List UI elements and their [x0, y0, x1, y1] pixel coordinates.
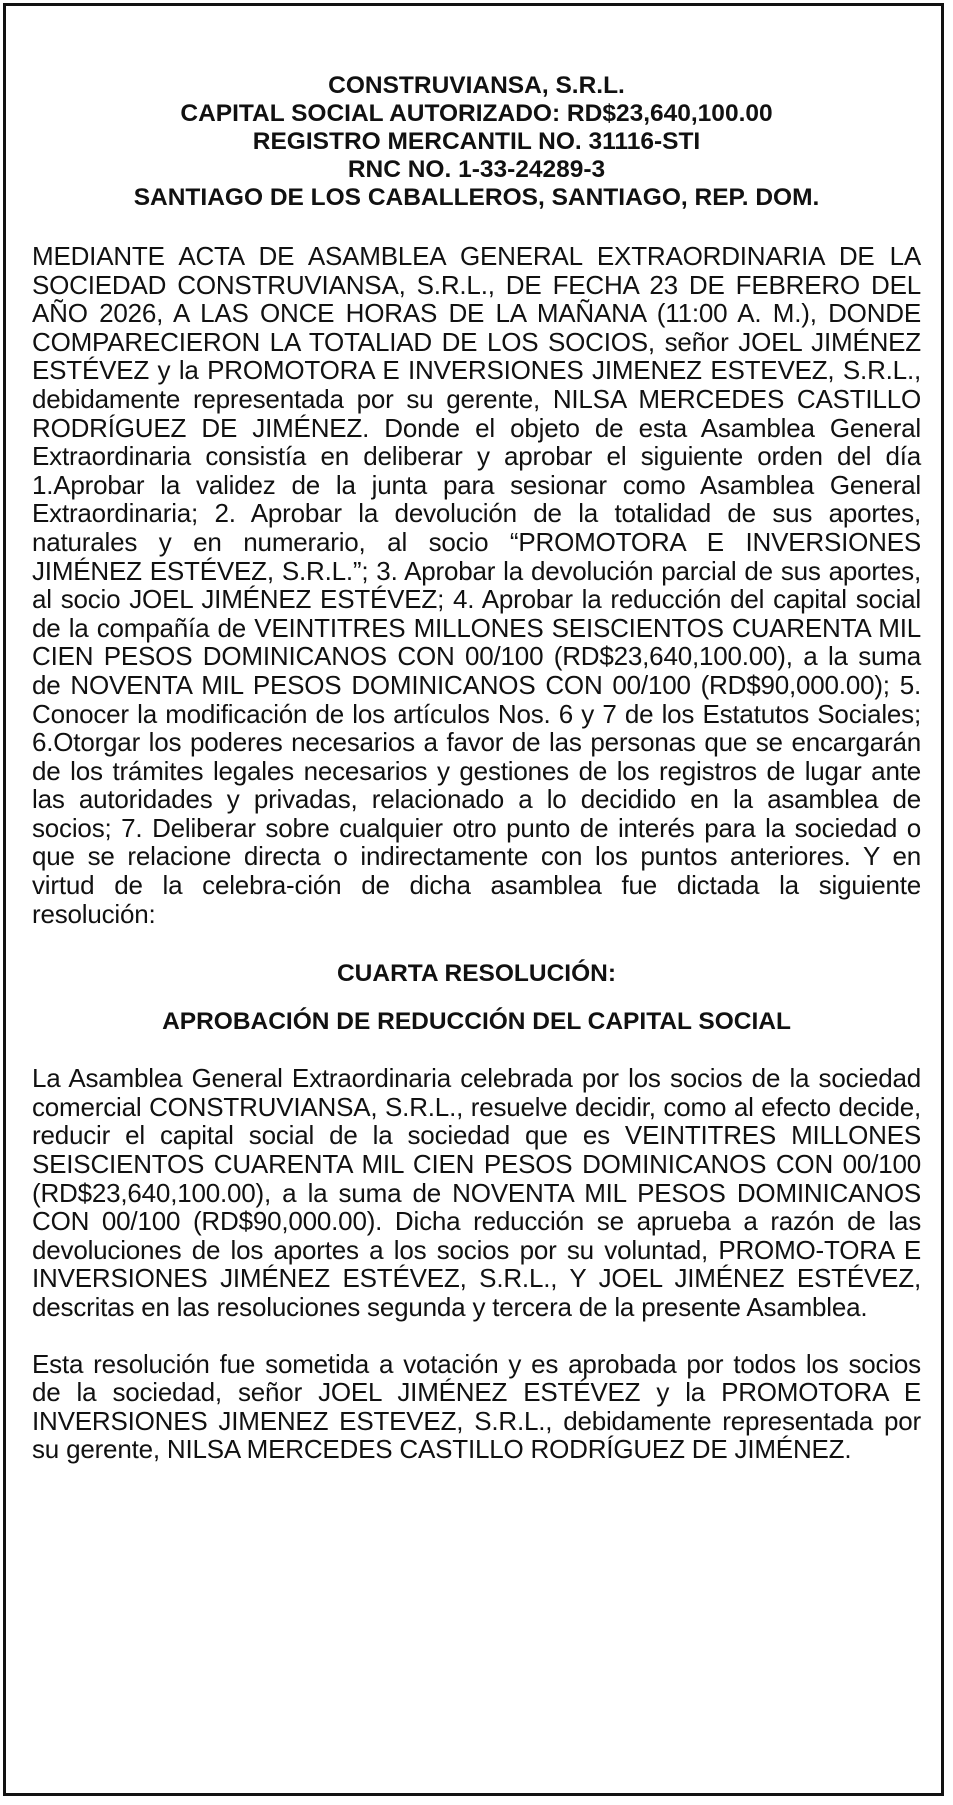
resolution-subtitle: APROBACIÓN DE REDUCCIÓN DEL CAPITAL SOCIAL	[162, 1008, 791, 1036]
resolution-body-paragraph: La Asamblea General Extraordinaria celebrada por los socios de la sociedad comercial CONSTRUVIANSA, S.R.L., resuelve decidir, como al efecto decide, reducir el capital social de la sociedad que es VEINTITRES MILLONES SEISCIENTOS CUARENTA MIL CIEN PESOS DOMINICANOS CON 00/100 (RD$23,640,100.00), a la suma de NOVENTA MIL PESOS DOMINICANOS CON 00/100 (RD$90,000.00). Dicha reducción se aprueba a razón de las devoluciones de los aportes a los socios por su voluntad, PROMO-TORA E INVERSIONES JIMÉNEZ ESTÉVEZ, S.R.L., Y JOEL JIMÉNEZ ESTÉVEZ, descritas en las resoluciones segunda y tercera de la presente Asamblea.	[32, 1063, 921, 1322]
rnc-number: RNC NO. 1-33-24289-3	[347, 156, 606, 183]
authorized-capital: CAPITAL SOCIAL AUTORIZADO: RD$23,640,100.00	[180, 100, 773, 127]
company-name: CONSTRUVIANSA, S.R.L.	[328, 72, 625, 99]
legal-notice	[32, 72, 921, 1464]
commercial-registry: REGISTRO MERCANTIL NO. 31116-STI	[252, 128, 701, 155]
company-location: SANTIAGO DE LOS CABALLEROS, SANTIAGO, REP. DOM.	[133, 184, 820, 211]
vote-approval-paragraph: Esta resolución fue sometida a votación y es aprobada por todos los socios de la sociedad, señor JOEL JIMÉNEZ ESTÉVEZ y la PROMOTORA E INVERSIONES JIMENEZ ESTEVEZ, S.R.L., debidamente representada por su gerente, NILSA MERCEDES CASTILLO RODRÍGUEZ DE JIMÉNEZ.	[32, 1348, 921, 1465]
assembly-minutes-paragraph: MEDIANTE ACTA DE ASAMBLEA GENERAL EXTRAORDINARIA DE LA SOCIEDAD CONSTRUVIANSA, S.R.L., DE FECHA 23 DE FEBRERO DEL AÑO 2026, A LAS ONCE HORAS DE LA MAÑANA (11:00 A. M.), DONDE COMPARECIERON LA TOTALIAD DE LOS SOCIOS, señor JOEL JIMÉNEZ ESTÉVEZ y la PROMOTORA E INVERSIONES JIMENEZ ESTEVEZ, S.R.L., debidamente representada por su gerente, NILSA MERCEDES CASTILLO RODRÍGUEZ DE JIMÉNEZ. Donde el objeto de esta Asamblea General Extraordinaria consistía en deliberar y aprobar el siguiente orden del día 1.Aprobar la validez de la junta para sesionar como Asamblea General Extraordinaria; 2. Aprobar la devolución de la totalidad de sus aportes, naturales y en numerario, al socio “PROMOTORA E INVERSIONES JIMÉNEZ ESTÉVEZ, S.R.L.”; 3. Aprobar la devolución parcial de sus aportes, al socio JOEL JIMÉNEZ ESTÉVEZ; 4. Aprobar la reducción del capital social de la compañía de VEINTITRES MILLONES SEISCIENTOS CUARENTA MIL CIEN PESOS DOMINICANOS CON 00/100 (RD$23,640,100.00), a la suma de NOVENTA MIL PESOS DOMINICANOS CON 00/100 (RD$90,000.00); 5. Conocer la modificación de los artículos Nos. 6 y 7 de los Estatutos Sociales; 6.Otorgar los poderes necesarios a favor de las personas que se encargarán de los trámites legales necesarios y gestiones de los registros de lugar ante las autoridades y privadas, relacionado a lo decidido en la asamblea de socios; 7. Deliberar sobre cualquier otro punto de interés para la sociedad o que se relacione directa o indirectamente con los puntos anteriores. Y en virtud de la celebra-ción de dicha asamblea fue dictada la siguiente resolución:	[32, 241, 921, 929]
notice-header	[32, 72, 921, 212]
resolution-title: CUARTA RESOLUCIÓN:	[336, 960, 616, 988]
